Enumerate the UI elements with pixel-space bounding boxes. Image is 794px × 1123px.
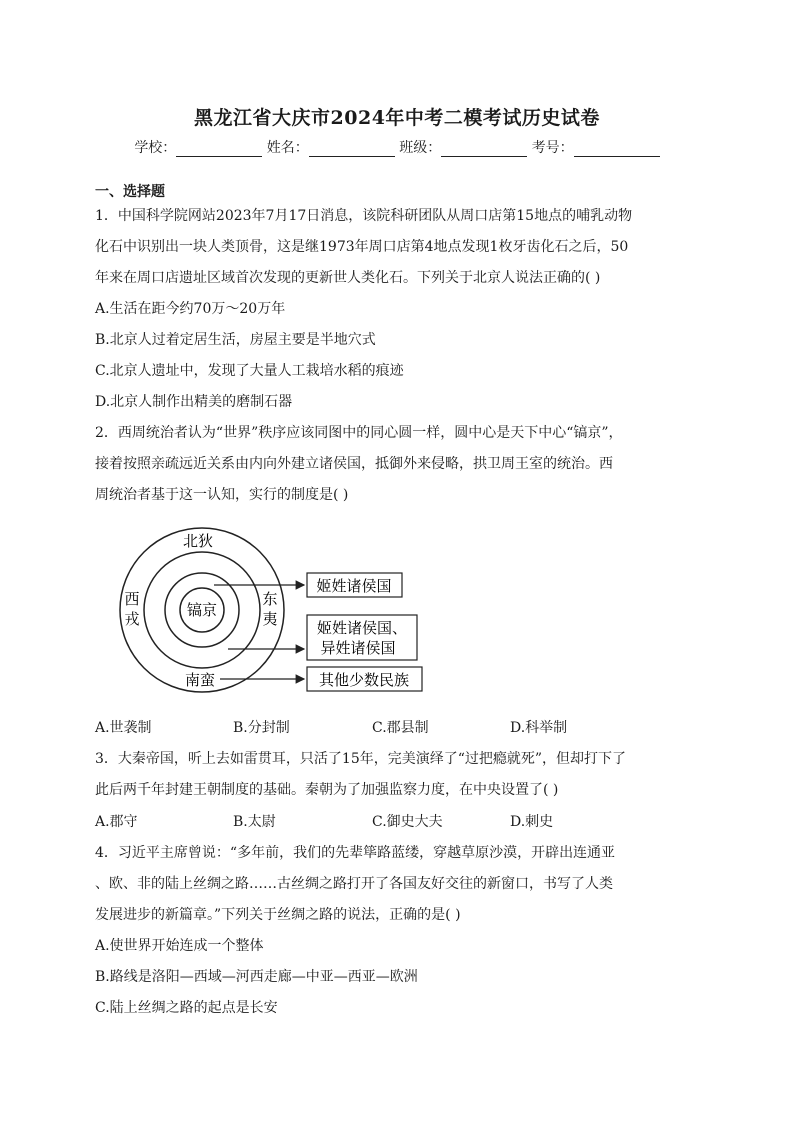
q4-option-a: A.使世界开始连成一个整体 bbox=[95, 938, 264, 954]
q2-line-3: 周统治者基于这一认知，实行的制度是( ) bbox=[95, 487, 349, 503]
box-3-text: 其他少数民族 bbox=[318, 671, 410, 689]
number-blank bbox=[574, 140, 660, 157]
section-heading: 一、选择题 bbox=[95, 184, 165, 200]
class-blank bbox=[441, 140, 527, 157]
label-east-1: 东 bbox=[262, 590, 278, 608]
q1-option-b: B.北京人过着定居生活，房屋主要是半地穴式 bbox=[95, 332, 376, 348]
school-label: 学校： bbox=[134, 140, 177, 156]
q4-line-3: 发展进步的新篇章。”下列关于丝绸之路的说法，正确的是( ) bbox=[95, 907, 461, 923]
q1-line-1: 1．中国科学院网站2023年7月17日消息，该院科研团队从周口店第15地点的哺乳动物 bbox=[95, 208, 633, 224]
q4-line-2: 、欧、非的陆上丝绸之路……古丝绸之路打开了各国友好交往的新窗口，书写了人类 bbox=[95, 876, 613, 892]
q2-line-1: 2．西周统治者认为“世界”秩序应该同图中的同心圆一样，圆中心是天下中心“镐京”， bbox=[95, 425, 623, 441]
q1-line-3: 年来在周口店遗址区域首次发现的更新世人类化石。下列关于北京人说法正确的( ) bbox=[95, 270, 601, 286]
label-north: 北狄 bbox=[182, 532, 214, 550]
q2-option-d: D.科举制 bbox=[510, 720, 568, 736]
q1-option-a: A.生活在距今约70万～20万年 bbox=[95, 301, 286, 317]
q3-option-d: D.刺史 bbox=[510, 814, 554, 830]
q1-option-d: D.北京人制作出精美的磨制石器 bbox=[95, 394, 293, 410]
q2-option-a: A.世袭制 bbox=[95, 720, 152, 736]
school-blank bbox=[176, 140, 262, 157]
label-east-2: 夷 bbox=[262, 610, 278, 628]
q2-option-b: B.分封制 bbox=[233, 720, 290, 736]
q2-option-c: C.郡县制 bbox=[372, 720, 429, 736]
student-info-line bbox=[0, 137, 794, 157]
q4-line-1: 4．习近平主席曾说：“多年前，我们的先辈筚路蓝缕，穿越草原沙漠，开辟出连通亚 bbox=[95, 845, 616, 861]
q4-option-c: C.陆上丝绸之路的起点是长安 bbox=[95, 1000, 278, 1016]
label-south: 南蛮 bbox=[184, 671, 216, 689]
number-label: 考号： bbox=[531, 140, 574, 156]
q3-line-1: 3．大秦帝国，听上去如雷贯耳，只活了15年，完美演绎了“过把瘾就死”，但却打下了 bbox=[95, 751, 627, 767]
q3-option-c: C.御史大夫 bbox=[372, 814, 443, 830]
q3-option-a: A.郡守 bbox=[95, 814, 138, 830]
exam-title: 黑龙江省大庆市2024年中考二模考试历史试卷 bbox=[194, 107, 600, 129]
q3-line-2: 此后两千年封建王朝制度的基础。秦朝为了加强监察力度，在中央设置了( ) bbox=[95, 782, 559, 798]
concentric-circle-diagram bbox=[110, 520, 430, 700]
name-blank bbox=[309, 140, 395, 157]
label-west-2: 戎 bbox=[124, 610, 140, 628]
label-west-1: 西 bbox=[124, 590, 140, 608]
box-2-text-2: 异姓诸侯国 bbox=[320, 639, 396, 657]
q2-line-2: 接着按照亲疏远近关系由内向外建立诸侯国，抵御外来侵略，拱卫周王室的统治。西 bbox=[95, 456, 613, 472]
class-label: 班级： bbox=[399, 140, 442, 156]
label-center: 镐京 bbox=[186, 601, 218, 619]
q1-line-2: 化石中识别出一块人类顶骨，这是继1973年周口店第4地点发现1枚牙齿化石之后，50 bbox=[95, 239, 629, 255]
name-label: 姓名： bbox=[266, 140, 309, 156]
q1-option-c: C.北京人遗址中，发现了大量人工栽培水稻的痕迹 bbox=[95, 363, 404, 379]
box-1-text: 姬姓诸侯国 bbox=[316, 577, 392, 595]
q3-option-b: B.太尉 bbox=[233, 814, 276, 830]
box-2-text-1: 姬姓诸侯国、 bbox=[316, 619, 408, 637]
q4-option-b: B.路线是洛阳—西域—河西走廊—中亚—西亚—欧洲 bbox=[95, 969, 418, 985]
